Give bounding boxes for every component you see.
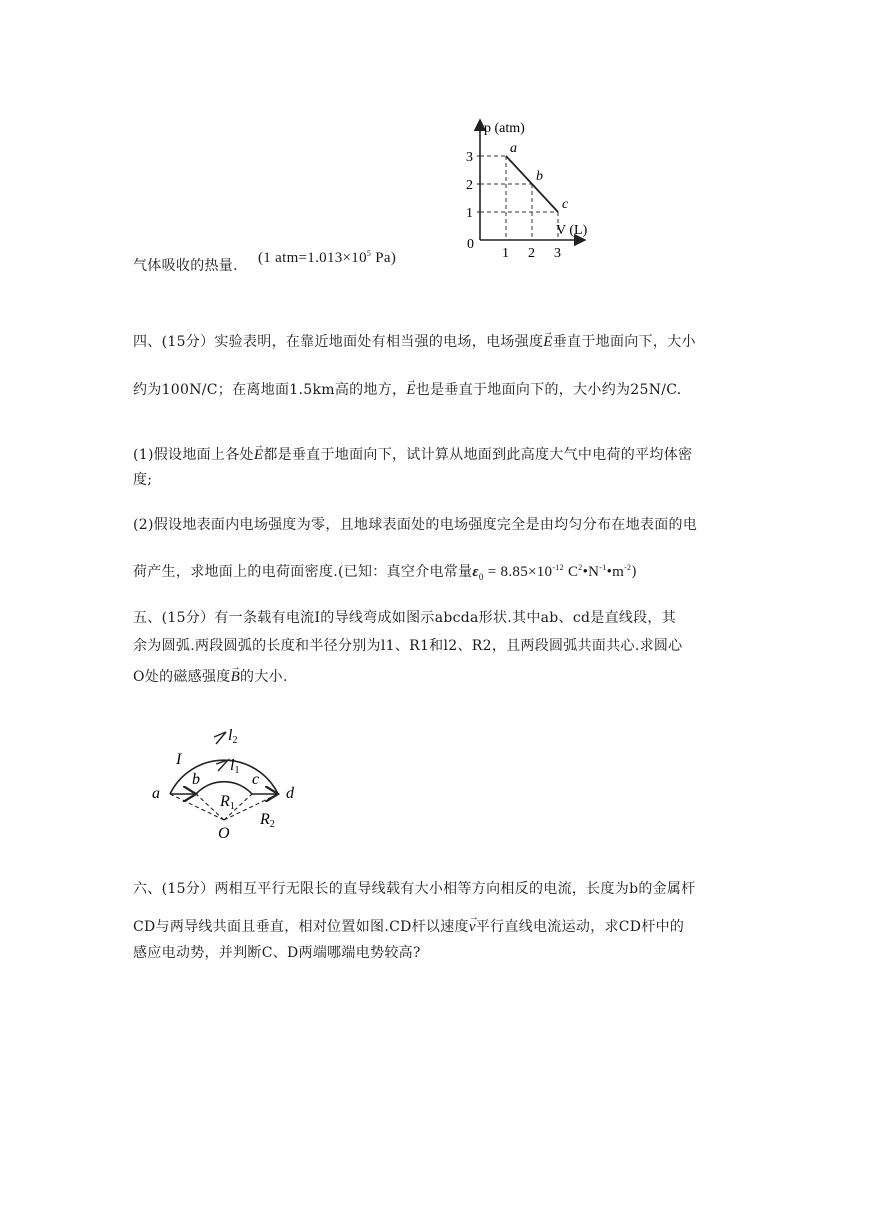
vector-v-symbol: → v	[469, 918, 476, 936]
inner-arc-arrow	[216, 760, 228, 771]
q4-line2-b: 也是垂直于地面向下的，大小约为25N/C.	[415, 382, 682, 398]
label-r1: R1	[220, 793, 235, 812]
q4-part2-b: 荷产生，求地面上的电荷面密度.(已知：真空介电常量	[133, 564, 473, 580]
q5-line3-a: O处的磁感强度	[133, 669, 231, 685]
epsilon-unit2-exp: -1	[599, 563, 607, 572]
label-c: c	[252, 771, 260, 788]
point-label-c: c	[562, 197, 569, 212]
q3-tail-text: 气体吸收的热量.	[133, 258, 238, 274]
epsilon-sub: 0	[478, 572, 484, 582]
q4-line2-a: 约为100N/C；在离地面1.5km高的地方，	[133, 382, 407, 398]
x-tick-label: 3	[554, 246, 561, 261]
epsilon-unit-exp: 2	[578, 563, 583, 572]
q5-line2	[133, 637, 682, 655]
x-tick-label: 2	[528, 246, 535, 261]
q5-line1-text: 五、(15分）有一条载有电流I的导线弯成如图示abcda形状.其中ab、cd是直线段，其	[133, 610, 677, 626]
q6-line2	[133, 918, 684, 936]
q6-line3-text: 感应电动势，并判断C、D两端哪端电势较高?	[133, 945, 421, 961]
q6-line2-a: CD与两导线共面且垂直，相对位置如图.CD杆以速度	[133, 919, 469, 935]
x-axis-label: V (L)	[556, 223, 588, 238]
q6-line1	[133, 880, 696, 898]
q4-part2-line2	[133, 559, 637, 586]
q4-line1-a: 四、(15分）实验表明，在靠近地面处有相当强的电场，电场强度	[133, 334, 544, 350]
epsilon-unit2: •N	[582, 564, 600, 580]
q3-note-exp: 5	[366, 249, 372, 258]
pv-graph	[430, 108, 630, 268]
vector-e-symbol: → E	[406, 381, 415, 399]
point-label-a: a	[510, 141, 517, 156]
q6-line2-b: 平行直线电流运动，求CD杆中的	[475, 919, 685, 935]
epsilon-unit3-exp: -2	[624, 563, 632, 572]
epsilon-unit: C	[563, 564, 579, 580]
y-axis-label: p (atm)	[484, 121, 525, 136]
q5-line3	[133, 668, 288, 686]
graph-origin: 0	[467, 237, 474, 252]
q4-part1-c: 度;	[133, 472, 153, 488]
label-r2: R2	[260, 811, 275, 830]
q4-part1-a: (1)假设地面上各处	[133, 447, 254, 463]
q4-part1-line2	[133, 471, 152, 489]
vector-e-symbol: → E	[254, 446, 263, 464]
y-tick-label: 1	[466, 206, 473, 221]
vector-b-symbol: → B	[231, 668, 240, 686]
label-l1: l1	[230, 757, 240, 776]
process-line	[532, 184, 558, 212]
y-tick-label: 3	[466, 150, 473, 165]
q4-part1-line1	[133, 446, 692, 464]
label-d: d	[286, 785, 294, 802]
x-tick-label: 1	[502, 246, 509, 261]
q4-line2	[133, 381, 682, 399]
label-current-i: I	[176, 751, 182, 768]
graph-plot-area	[466, 141, 569, 261]
q3-note	[258, 245, 396, 267]
epsilon-symbol: ε	[472, 564, 479, 580]
q6-line3	[133, 944, 421, 962]
q4-part2-line1	[133, 516, 697, 534]
q5-line3-b: 的大小.	[240, 669, 288, 685]
q3-tail	[133, 257, 238, 275]
process-line	[506, 156, 532, 184]
radius-r2-left	[170, 794, 224, 820]
outer-arc-arrow	[214, 732, 226, 744]
label-b: b	[192, 771, 200, 788]
epsilon-exp: -12	[552, 563, 564, 572]
y-tick-label: 2	[466, 178, 473, 193]
vector-e-symbol: → E	[543, 333, 552, 351]
q4-close-paren: )	[631, 564, 638, 580]
q4-line1-b: 垂直于地面向下，大小	[552, 334, 696, 350]
q4-line1	[133, 333, 696, 351]
q4-part1-b: 都是垂直于地面向下，试计算从地面到此高度大气中电荷的平均体密	[263, 447, 693, 463]
q3-note-text: (1 atm=1.013×10	[258, 250, 367, 266]
epsilon-value: = 8.85×10	[483, 564, 553, 580]
epsilon-unit3: •m	[606, 564, 625, 580]
label-l2: l2	[228, 727, 238, 746]
epsilon-formula	[472, 564, 631, 580]
label-o: O	[218, 825, 230, 842]
q5-line2-text: 余为圆弧.两段圆弧的长度和半径分别为l1、R1和l2、R2，且两段圆弧共面共心.求圆心	[133, 638, 683, 654]
q3-note-end: Pa)	[371, 250, 397, 266]
arc-wire-diagram	[140, 718, 320, 848]
q5-line1	[133, 609, 676, 627]
label-a: a	[152, 785, 160, 802]
point-label-b: b	[536, 169, 543, 184]
q6-line1-text: 六、(15分）两相互平行无限长的直导线载有大小相等方向相反的电流，长度为b的金属杆	[133, 881, 696, 897]
q4-part2-a: (2)假设地表面内电场强度为零，且地球表面处的电场强度完全是由均匀分布在地表面的电	[133, 517, 698, 533]
